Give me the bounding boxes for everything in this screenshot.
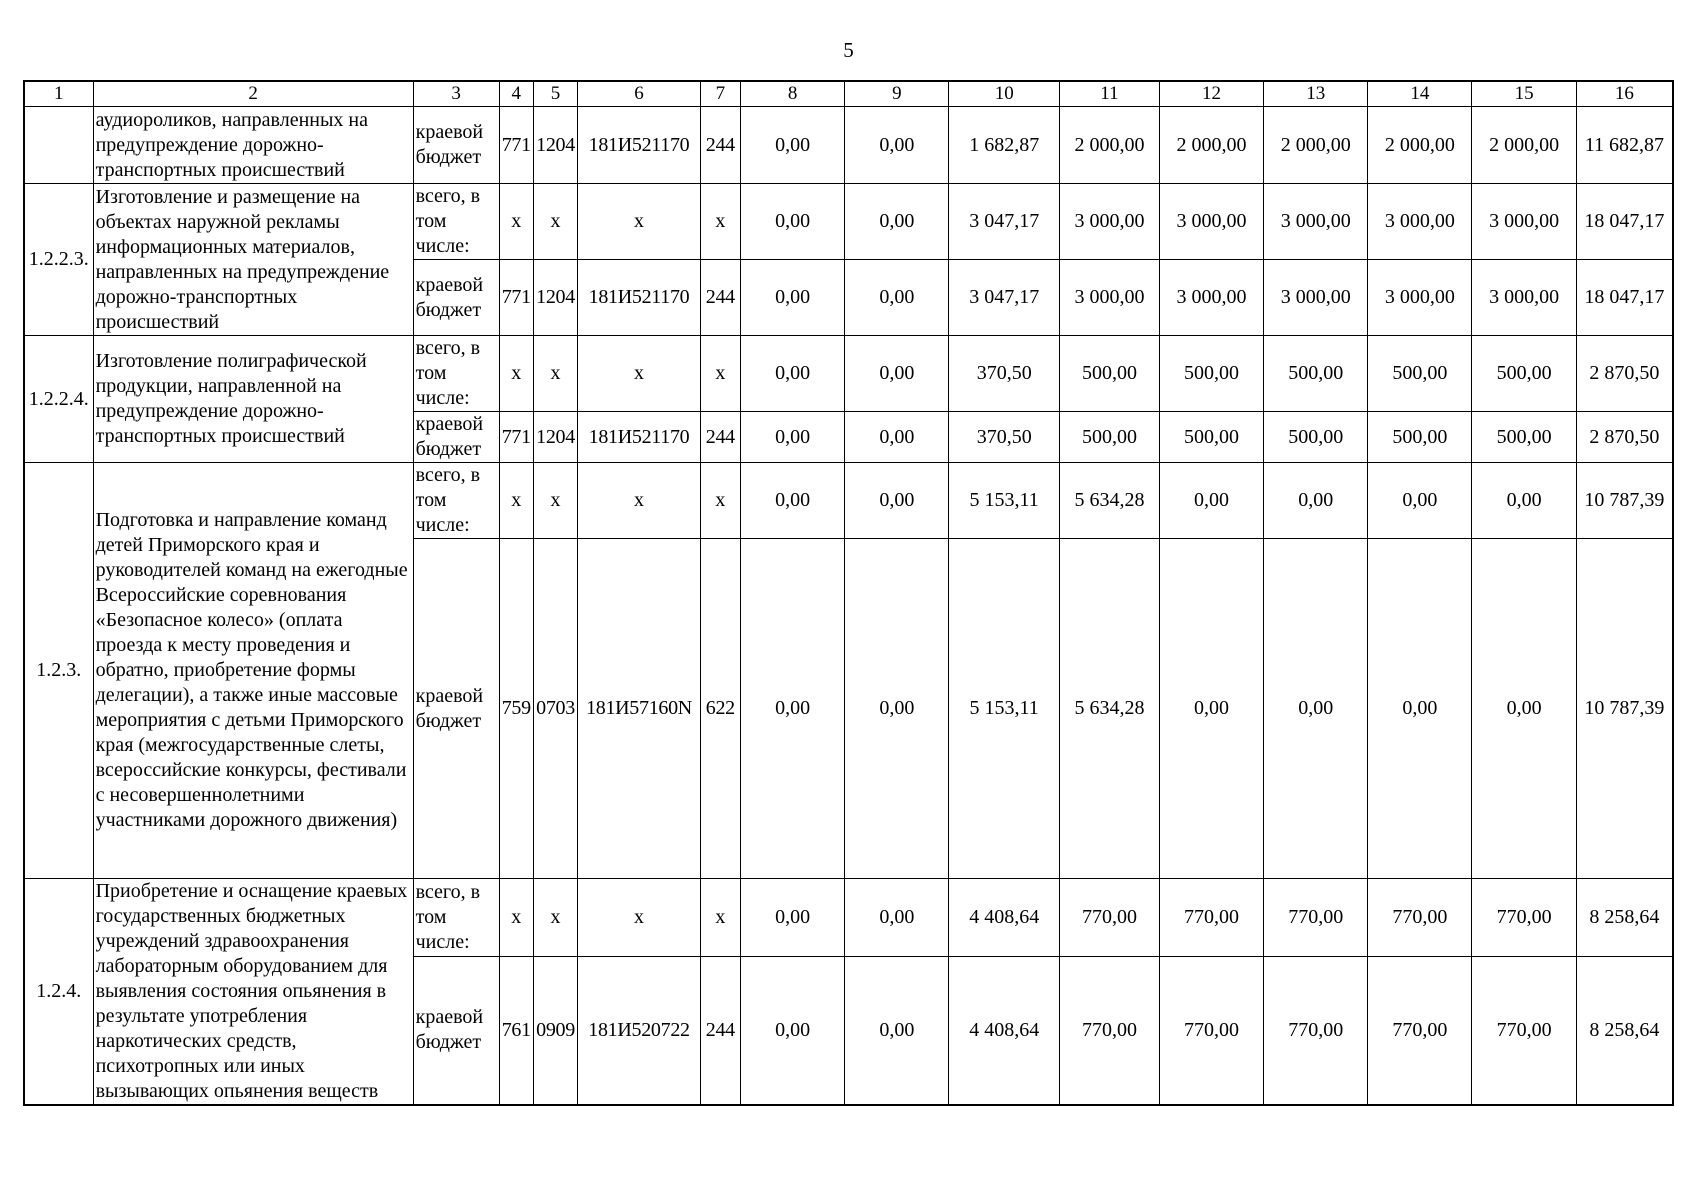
budget-code-section: x [533, 184, 578, 260]
budget-code-target: x [578, 463, 700, 539]
budget-code-chapter: x [499, 184, 533, 260]
item-name: Подготовка и направление команд детей Приморского края и руководителей команд на ежегодные Всероссийские соревнования «Безопасное колесо» (оплата проезда к месту проведения и обратно, приобретение формы делегации), а также иные массовые мероприятия с детьми Приморского края (межгосударственные слеты, всероссийские конкурсы, фестивали с несовершеннолетними участниками дорожного движения) [93, 463, 413, 879]
amount-cell: 0,00 [741, 260, 845, 336]
table-row [24, 336, 1673, 412]
amount-cell: 5 153,11 [949, 539, 1060, 879]
amount-cell: 0,00 [741, 107, 845, 184]
funding-source: краевой бюджет [413, 260, 499, 336]
amount-cell: 770,00 [1264, 879, 1368, 957]
amount-cell: 0,00 [845, 879, 949, 957]
funding-source: всего, в том числе: [413, 184, 499, 260]
amount-cell: 0,00 [741, 956, 845, 1105]
amount-cell: 770,00 [1472, 956, 1576, 1105]
amount-cell: 770,00 [1059, 879, 1159, 957]
funding-source: краевой бюджет [413, 412, 499, 463]
budget-code-section: 0703 [533, 539, 578, 879]
funding-source: всего, в том числе: [413, 879, 499, 957]
amount-cell: 3 000,00 [1159, 260, 1263, 336]
budget-code-target: 181И521170 [578, 412, 700, 463]
amount-cell: 370,50 [949, 336, 1060, 412]
budget-code-expense-type: 244 [700, 412, 740, 463]
amount-cell: 500,00 [1159, 336, 1263, 412]
amount-cell: 0,00 [1368, 463, 1472, 539]
budget-code-section: 1204 [533, 412, 578, 463]
page-number: 5 [843, 38, 854, 62]
amount-cell: 0,00 [845, 336, 949, 412]
budget-code-target: x [578, 184, 700, 260]
amount-cell: 8 258,64 [1576, 879, 1673, 957]
budget-code-chapter: 771 [499, 412, 533, 463]
column-number-row [24, 81, 1673, 107]
budget-code-target: 181И521170 [578, 260, 700, 336]
amount-cell: 2 870,50 [1576, 336, 1673, 412]
amount-cell: 0,00 [845, 412, 949, 463]
amount-cell: 4 408,64 [949, 956, 1060, 1105]
item-name: аудиороликов, направленных на предупреждение дорожно-транспортных происшествий [93, 107, 413, 184]
column-header: 5 [533, 81, 578, 107]
budget-code-chapter: 759 [499, 539, 533, 879]
amount-cell: 370,50 [949, 412, 1060, 463]
amount-cell: 18 047,17 [1576, 184, 1673, 260]
amount-cell: 10 787,39 [1576, 463, 1673, 539]
amount-cell: 3 000,00 [1059, 184, 1159, 260]
amount-cell: 3 000,00 [1264, 184, 1368, 260]
budget-code-target: 181И57160N [578, 539, 700, 879]
amount-cell: 500,00 [1264, 412, 1368, 463]
amount-cell: 0,00 [1159, 539, 1263, 879]
amount-cell: 770,00 [1368, 956, 1472, 1105]
column-header: 16 [1576, 81, 1673, 107]
amount-cell: 2 000,00 [1059, 107, 1159, 184]
amount-cell: 1 682,87 [949, 107, 1060, 184]
amount-cell: 3 000,00 [1472, 260, 1576, 336]
budget-code-expense-type: 622 [700, 539, 740, 879]
amount-cell: 0,00 [741, 879, 845, 957]
column-header: 12 [1159, 81, 1263, 107]
row-number: 1.2.2.4. [24, 336, 93, 463]
column-header: 4 [499, 81, 533, 107]
budget-code-expense-type: 244 [700, 107, 740, 184]
funding-source: краевой бюджет [413, 956, 499, 1105]
amount-cell: 500,00 [1472, 412, 1576, 463]
budget-code-chapter: x [499, 463, 533, 539]
amount-cell: 11 682,87 [1576, 107, 1673, 184]
amount-cell: 0,00 [741, 336, 845, 412]
amount-cell: 770,00 [1059, 956, 1159, 1105]
amount-cell: 5 634,28 [1059, 463, 1159, 539]
budget-code-expense-type: 244 [700, 260, 740, 336]
item-name: Изготовление полиграфической продукции, направленной на предупреждение дорожно-транспортных происшествий [93, 336, 413, 463]
column-header: 10 [949, 81, 1060, 107]
column-header: 11 [1059, 81, 1159, 107]
amount-cell: 0,00 [1368, 539, 1472, 879]
budget-code-expense-type: 244 [700, 956, 740, 1105]
budget-code-section: 1204 [533, 260, 578, 336]
budget-code-section: x [533, 336, 578, 412]
amount-cell: 0,00 [845, 956, 949, 1105]
amount-cell: 500,00 [1059, 336, 1159, 412]
amount-cell: 0,00 [845, 107, 949, 184]
amount-cell: 0,00 [1159, 463, 1263, 539]
amount-cell: 0,00 [741, 539, 845, 879]
amount-cell: 500,00 [1368, 336, 1472, 412]
amount-cell: 0,00 [1264, 463, 1368, 539]
column-header: 6 [578, 81, 700, 107]
column-header: 13 [1264, 81, 1368, 107]
amount-cell: 0,00 [845, 184, 949, 260]
item-name: Изготовление и размещение на объектах наружной рекламы информационных материалов, направленных на предупреждение дорожно-транспортных происшествий [93, 184, 413, 336]
amount-cell: 2 000,00 [1472, 107, 1576, 184]
budget-code-target: x [578, 879, 700, 957]
table-row [24, 184, 1673, 260]
column-header: 9 [845, 81, 949, 107]
amount-cell: 3 047,17 [949, 184, 1060, 260]
amount-cell: 2 000,00 [1264, 107, 1368, 184]
amount-cell: 0,00 [845, 539, 949, 879]
table-row [24, 879, 1673, 957]
amount-cell: 0,00 [1472, 463, 1576, 539]
table-row [24, 463, 1673, 539]
budget-code-section: 1204 [533, 107, 578, 184]
amount-cell: 770,00 [1264, 956, 1368, 1105]
column-header: 3 [413, 81, 499, 107]
budget-code-target: 181И521170 [578, 107, 700, 184]
amount-cell: 18 047,17 [1576, 260, 1673, 336]
column-header: 8 [741, 81, 845, 107]
amount-cell: 4 408,64 [949, 879, 1060, 957]
amount-cell: 500,00 [1264, 336, 1368, 412]
amount-cell: 770,00 [1368, 879, 1472, 957]
amount-cell: 0,00 [1472, 539, 1576, 879]
amount-cell: 0,00 [741, 412, 845, 463]
budget-code-chapter: 761 [499, 956, 533, 1105]
amount-cell: 8 258,64 [1576, 956, 1673, 1105]
budget-code-target: x [578, 336, 700, 412]
row-number: 1.2.2.3. [24, 184, 93, 336]
amount-cell: 3 000,00 [1368, 260, 1472, 336]
amount-cell: 0,00 [845, 260, 949, 336]
amount-cell: 2 000,00 [1159, 107, 1263, 184]
amount-cell: 770,00 [1472, 879, 1576, 957]
amount-cell: 500,00 [1472, 336, 1576, 412]
amount-cell: 3 000,00 [1059, 260, 1159, 336]
amount-cell: 3 000,00 [1264, 260, 1368, 336]
budget-code-expense-type: x [700, 879, 740, 957]
amount-cell: 10 787,39 [1576, 539, 1673, 879]
funding-source: всего, в том числе: [413, 463, 499, 539]
amount-cell: 3 000,00 [1368, 184, 1472, 260]
budget-code-section: x [533, 879, 578, 957]
budget-code-target: 181И520722 [578, 956, 700, 1105]
column-header: 15 [1472, 81, 1576, 107]
funding-source: краевой бюджет [413, 539, 499, 879]
funding-source: краевой бюджет [413, 107, 499, 184]
amount-cell: 3 000,00 [1159, 184, 1263, 260]
amount-cell: 0,00 [1264, 539, 1368, 879]
amount-cell: 0,00 [845, 463, 949, 539]
amount-cell: 2 000,00 [1368, 107, 1472, 184]
table-row [24, 107, 1673, 184]
amount-cell: 3 047,17 [949, 260, 1060, 336]
row-number: 1.2.4. [24, 879, 93, 1106]
budget-code-expense-type: x [700, 463, 740, 539]
amount-cell: 770,00 [1159, 956, 1263, 1105]
row-number: 1.2.3. [24, 463, 93, 879]
amount-cell: 5 153,11 [949, 463, 1060, 539]
amount-cell: 2 870,50 [1576, 412, 1673, 463]
amount-cell: 0,00 [741, 184, 845, 260]
column-header: 14 [1368, 81, 1472, 107]
budget-code-expense-type: x [700, 184, 740, 260]
amount-cell: 0,00 [741, 463, 845, 539]
row-number [24, 107, 93, 184]
amount-cell: 500,00 [1059, 412, 1159, 463]
budget-code-expense-type: x [700, 336, 740, 412]
budget-code-chapter: x [499, 879, 533, 957]
budget-code-chapter: 771 [499, 260, 533, 336]
column-header: 1 [24, 81, 93, 107]
funding-source: всего, в том числе: [413, 336, 499, 412]
amount-cell: 500,00 [1159, 412, 1263, 463]
amount-cell: 3 000,00 [1472, 184, 1576, 260]
budget-code-section: 0909 [533, 956, 578, 1105]
budget-code-chapter: x [499, 336, 533, 412]
item-name: Приобретение и оснащение краевых государственных бюджетных учреждений здравоохранения лабораторным оборудованием для выявления состояния опьянения в результате употребления наркотических средств, психотропных или иных вызывающих опьянения веществ [93, 879, 413, 1106]
amount-cell: 770,00 [1159, 879, 1263, 957]
budget-code-section: x [533, 463, 578, 539]
column-header: 7 [700, 81, 740, 107]
amount-cell: 5 634,28 [1059, 539, 1159, 879]
budget-code-chapter: 771 [499, 107, 533, 184]
budget-table [23, 80, 1674, 1106]
column-header: 2 [93, 81, 413, 107]
amount-cell: 500,00 [1368, 412, 1472, 463]
